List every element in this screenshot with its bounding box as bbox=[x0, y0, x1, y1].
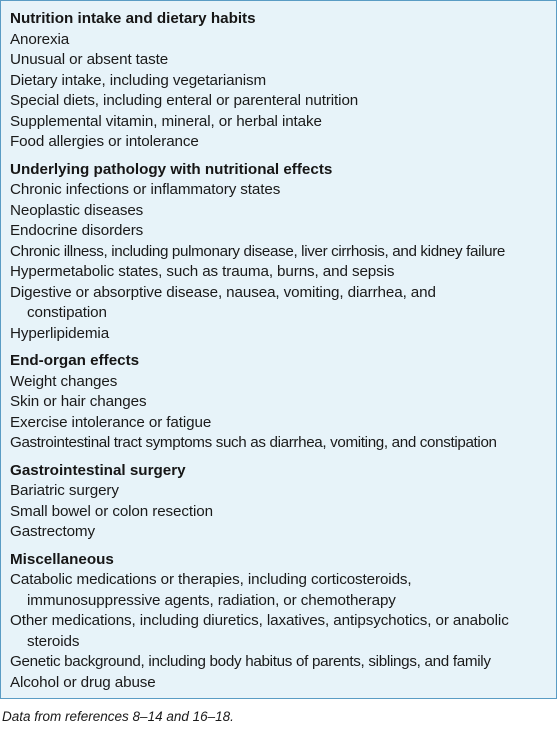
list-item: Catabolic medications or therapies, including corticosteroids, immunosuppressive agents, radiation, or chemotherapy bbox=[10, 571, 412, 609]
list-item: Hypermetabolic states, such as trauma, burns, and sepsis bbox=[10, 263, 395, 280]
list-item: Food allergies or intolerance bbox=[10, 133, 199, 150]
list-item: Gastrointestinal tract symptoms such as diarrhea, vomiting, and constipation bbox=[10, 434, 497, 451]
list-item: Digestive or absorptive disease, nausea, vomiting, diarrhea, and constipation bbox=[10, 283, 436, 321]
list-item: Endocrine disorders bbox=[10, 222, 144, 239]
section-title: Miscellaneous bbox=[10, 550, 114, 568]
section-title: End-organ effects bbox=[10, 352, 140, 369]
list-item: Exercise intolerance or fatigue bbox=[10, 413, 212, 431]
list-item: Chronic infections or inflammatory states bbox=[10, 181, 281, 198]
list-item: Hyperlipidemia bbox=[10, 324, 110, 342]
list-item: Chronic illness, including pulmonary disease, liver cirrhosis, and kidney failure bbox=[10, 242, 506, 260]
section-miscellaneous bbox=[1, 550, 556, 694]
list-item: Special diets, including enteral or parenteral nutrition bbox=[10, 92, 359, 109]
list-item: Genetic background, including body habitus of parents, siblings, and family bbox=[10, 653, 491, 670]
section-end-organ-effects bbox=[1, 351, 556, 454]
list-item: Weight changes bbox=[10, 372, 118, 390]
list-item: Other medications, including diuretics, laxatives, antipsychotics, or anabolic steroids bbox=[10, 612, 509, 650]
list-item: Skin or hair changes bbox=[10, 393, 147, 410]
section-title: Nutrition intake and dietary habits bbox=[10, 10, 256, 27]
section-title: Gastrointestinal surgery bbox=[10, 461, 186, 479]
section-title: Underlying pathology with nutritional effects bbox=[10, 160, 333, 178]
section-gi-surgery bbox=[1, 461, 556, 543]
section-underlying-pathology bbox=[1, 160, 556, 345]
list-item: Bariatric surgery bbox=[10, 482, 119, 499]
list-item: Alcohol or drug abuse bbox=[10, 673, 156, 691]
source-footnote: Data from references 8–14 and 16–18. bbox=[2, 709, 234, 724]
list-item: Neoplastic diseases bbox=[10, 201, 144, 219]
list-item: Small bowel or colon resection bbox=[10, 502, 213, 520]
list-item: Supplemental vitamin, mineral, or herbal intake bbox=[10, 112, 322, 130]
list-item: Unusual or absent taste bbox=[10, 51, 169, 68]
list-item: Anorexia bbox=[10, 30, 70, 48]
list-item: Gastrectomy bbox=[10, 523, 95, 540]
list-item: Dietary intake, including vegetarianism bbox=[10, 71, 267, 89]
section-nutrition-intake bbox=[1, 9, 556, 153]
